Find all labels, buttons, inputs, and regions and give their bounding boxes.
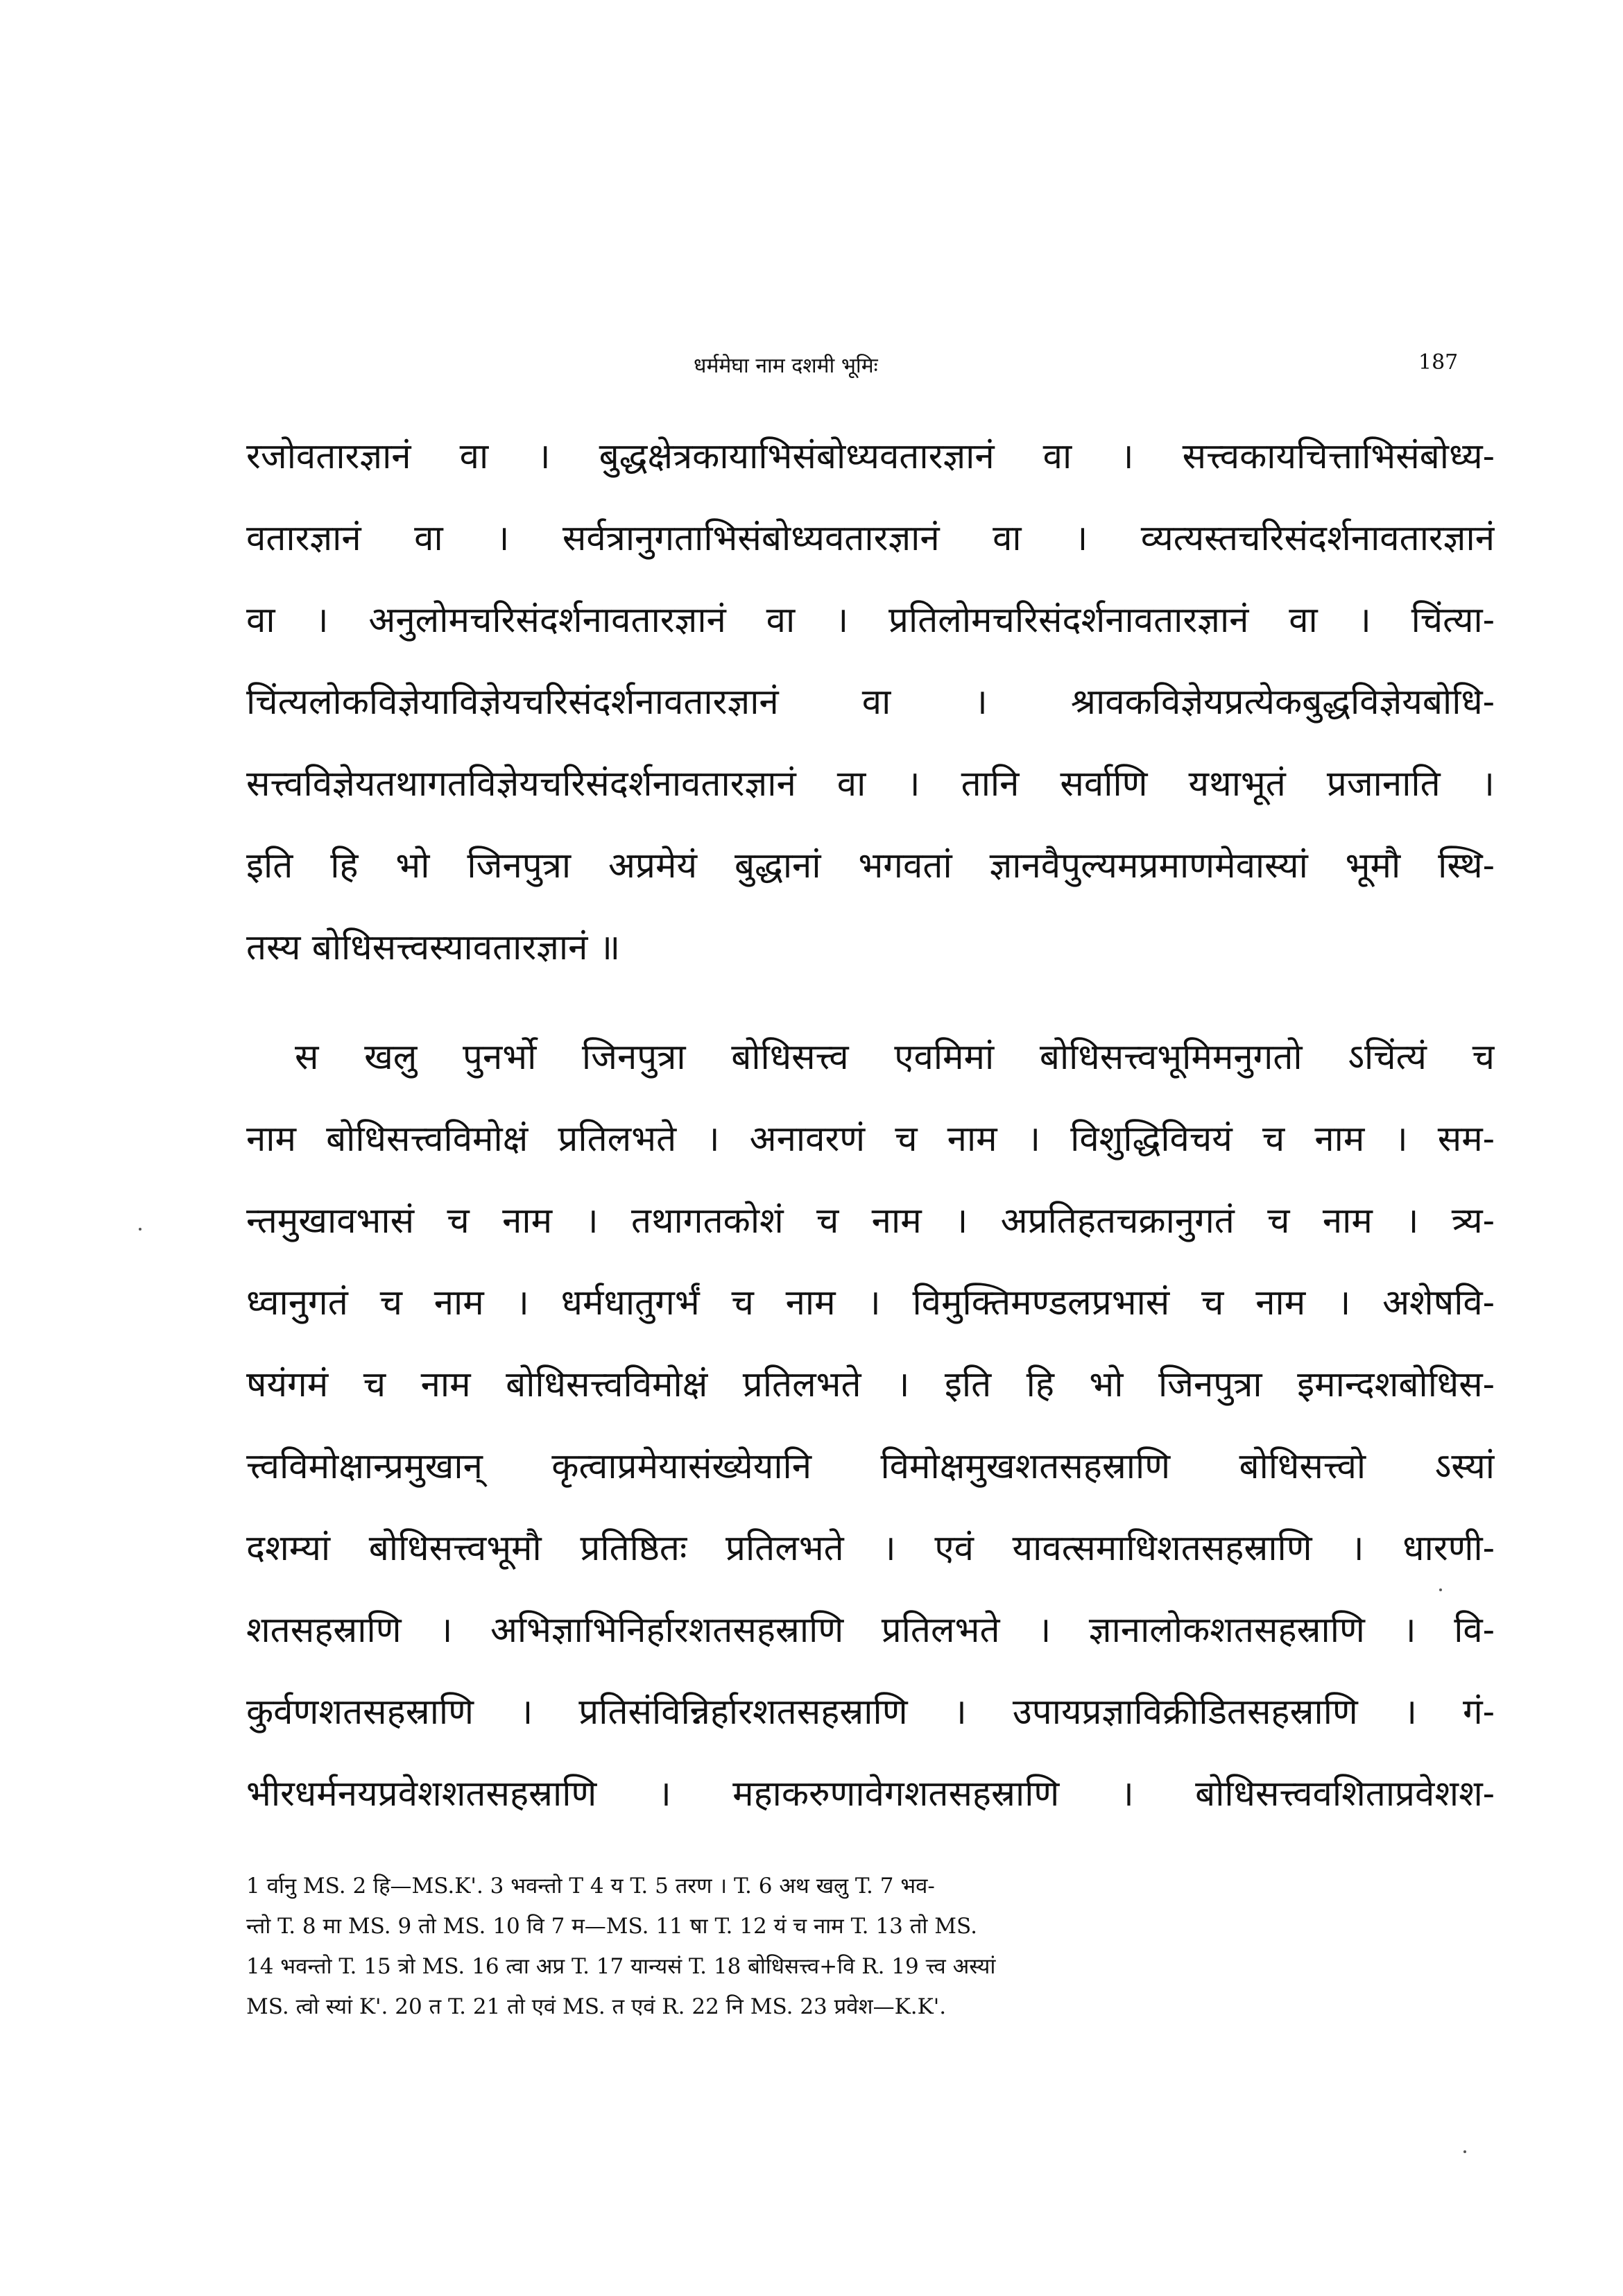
text-line: स खलु पुनर्भो जिनपुत्रा बोधिसत्त्व एवमिमां बोधिसत्त्वभूमिमनुगतो ऽचिंत्यं च [295,1037,1495,1078]
footnote-line: 14 भवन्तो T. 15 त्रो MS. 16 त्वा अप्र T. 17 यान्यसं T. 18 बोधिसत्त्व+वि R. 19 त्त्व अस्यां [246,1954,996,1979]
text-line: शतसहस्राणि । अभिज्ञाभिनिर्हारशतसहस्राणि प्रतिलभते । ज्ञानालोकशतसहस्राणि । वि- [246,1610,1495,1651]
scan-speck [139,1228,141,1231]
paragraph-2 [246,1017,1495,1835]
text-line: वतारज्ञानं वा । सर्वत्रानुगताभिसंबोध्यवतारज्ञानं वा । व्यत्यस्तचरिसंदर्शनावतारज्ञानं [246,518,1495,559]
text-line: रजोवतारज्ञानं वा । बुद्धक्षेत्रकायाभिसंबोध्यवतारज्ञानं वा । सत्त्वकायचित्ताभिसंबोध्य- [246,436,1495,477]
footnote-line: न्तो T. 8 मा MS. 9 तो MS. 10 वि 7 म—MS. 11 षा T. 12 यं च नाम T. 13 तो MS. [246,1914,977,1939]
paragraph-1 [246,416,1495,989]
body-text [246,416,1495,1835]
text-line: कुर्वणशतसहस्राणि । प्रतिसंविन्निर्हारशतसहस्राणि । उपायप्रज्ञाविक्रीडितसहस्राणि । गं- [246,1692,1495,1733]
footnote-line: 1 र्वानु MS. 2 हि—MS.K'. 3 भवन्तो T 4 य T. 5 तरण । T. 6 अथ खलु T. 7 भव- [246,1874,935,1899]
page-number: 187 [1418,350,1459,375]
footnote-line: MS. त्वो स्यां K'. 20 त T. 21 तो एवं MS. त एवं R. 22 नि MS. 23 प्रवेश—K.K'. [246,1994,947,2019]
text-line: इति हि भो जिनपुत्रा अप्रमेयं बुद्धानां भगवतां ज्ञानवैपुल्यमप्रमाणमेवास्यां भूमौ स्थि- [246,846,1495,886]
text-line: चिंत्यलोकविज्ञेयाविज्ञेयचरिसंदर्शनावतारज्ञानं वा । श्रावकविज्ञेयप्रत्येकबुद्धविज्ञेयबोधि- [246,682,1495,723]
scan-speck [1439,1588,1442,1591]
footnotes [246,1866,1495,2027]
running-title: धर्ममेघा नाम दशमी भूमिः [694,354,878,378]
text-line: तस्य बोधिसत्त्वस्यावतारज्ञानं ॥ [246,927,621,968]
text-line: न्तमुखावभासं च नाम । तथागतकोशं च नाम । अप्रतिहतचक्रानुगतं च नाम । त्र्य- [246,1201,1495,1242]
text-line: षयंगमं च नाम बोधिसत्त्वविमोक्षं प्रतिलभते । इति हि भो जिनपुत्रा इमान्दशबोधिस- [246,1364,1495,1405]
text-line: नाम बोधिसत्त्वविमोक्षं प्रतिलभते । अनावरणं च नाम । विशुद्धिविचयं च नाम । सम- [246,1119,1495,1160]
scan-speck [1463,2150,1466,2153]
text-line: ध्वानुगतं च नाम । धर्मधातुगर्भं च नाम । विमुक्तिमण्डलप्रभासं च नाम । अशेषवि- [246,1283,1495,1323]
text-line: वा । अनुलोमचरिसंदर्शनावतारज्ञानं वा । प्रतिलोमचरिसंदर्शनावतारज्ञानं वा । चिंत्या- [246,600,1495,641]
text-line: त्त्वविमोक्षान्प्रमुखान् कृत्वाप्रमेयासंख्येयानि विमोक्षमुखशतसहस्राणि बोधिसत्त्वो ऽस्यां [246,1446,1495,1487]
text-line: भीरधर्मनयप्रवेशशतसहस्राणि । महाकरुणावेगशतसहस्राणि । बोधिसत्त्ववशिताप्रवेशश- [246,1774,1495,1815]
text-line: सत्त्वविज्ञेयतथागतविज्ञेयचरिसंदर्शनावतारज्ञानं वा । तानि सर्वाणि यथाभूतं प्रजानाति । [246,764,1495,805]
text-line: दशम्यां बोधिसत्त्वभूमौ प्रतिष्ठितः प्रतिलभते । एवं यावत्समाधिशतसहस्राणि । धारणी- [246,1528,1495,1569]
